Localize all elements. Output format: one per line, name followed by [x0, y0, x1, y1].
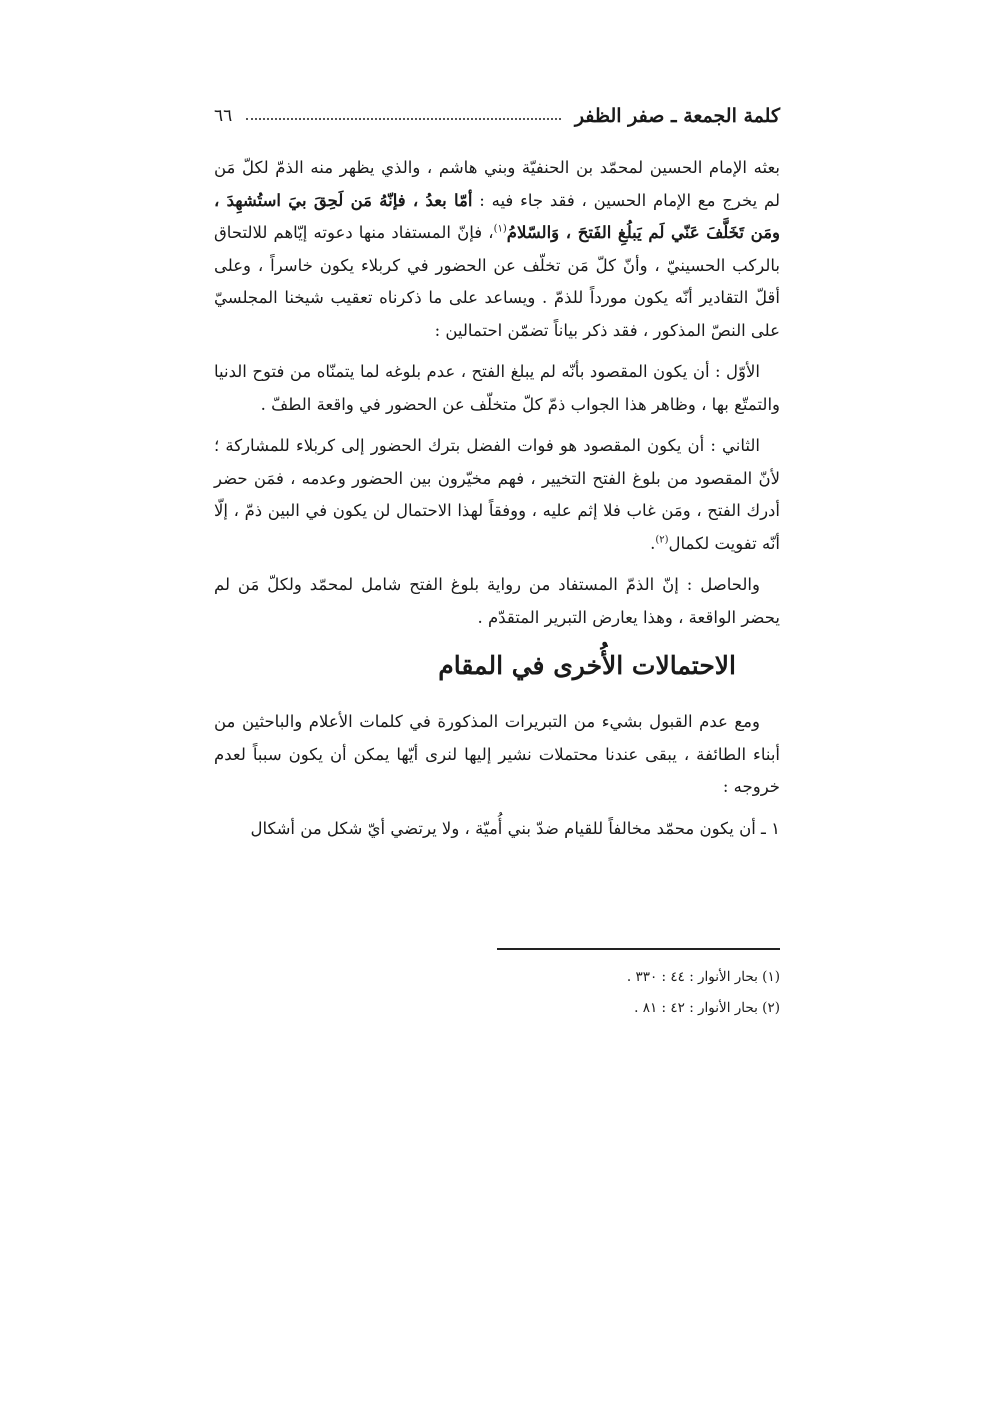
- paragraph-3-end: .: [650, 533, 656, 553]
- body-text: [214, 152, 780, 854]
- header-title: كلمة الجمعة ـ صفر الظفر: [574, 105, 780, 127]
- footnote-1: (١) بحار الأنوار : ٤٤ : ٣٣٠ .: [626, 969, 780, 985]
- running-header: [214, 100, 780, 132]
- section-heading: الاحتمالات الأُخرى في المقام: [438, 651, 736, 680]
- paragraph-3: [214, 430, 780, 560]
- paragraph-5: ومع عدم القبول بشيء من التبريرات المذكورة في كلمات الأعلام والباحثين من أبناء الطائفة ، يبقى عندنا محتملات نشير إليها لنرى أيّها يمكن أن يكون سبباً لعدم خروجه :: [214, 712, 780, 796]
- paragraph-1-intro: بعثه الإمام الحسين لمحمّد بن الحنفيّة وبني هاشم ، والذي يظهر منه الذمّ لكلّ مَن لم يخرج مع الإمام الحسين ، فقد جاء فيه :: [214, 158, 780, 210]
- footnote-ref-1: (١): [493, 223, 507, 235]
- paragraph-3-text: الثاني : أن يكون المقصود هو فوات الفضل بترك الحضور إلى كربلاء للمشاركة ؛ لأنّ المقصود من بلوغ الفتح التخيير ، فهم مخيّرون بين الحضور وعدمه ، فمَن حضر أدرك الفتح ، ومَن غاب فلا إثم عليه ، ووفقاً لهذا الاحتمال لن يكون في البين ذمّ ، إلّا أنّه تفويت لكمال: [214, 436, 780, 553]
- footnote-ref-2: (٢): [655, 534, 669, 545]
- paragraph-2: الأوّل : أن يكون المقصود بأنّه لم يبلغ الفتح ، عدم بلوغه لما يتمنّاه من فتوح الدنيا والتمتّع بها ، وظاهر هذا الجواب ذمّ كلّ متخلّف عن الحضور في واقعة الطفّ .: [214, 362, 780, 414]
- paragraph-1: [214, 152, 780, 347]
- page-number: ٦٦: [214, 106, 233, 126]
- quoted-letter: أمّا بعدُ ، فإنّهُ مَن لَحِقَ بيَ استُشهِدَ ، ومَن تَخَلَّفَ عَنّي لَم يَبلُغِ الفَتحَ ، وَالسّلامُ: [214, 190, 781, 242]
- paragraph-1-rest: ، فإنّ المستفاد منها دعوته إيّاهم للالتحاق بالركب الحسينيّ ، وأنّ كلّ مَن تخلّف عن الحضور في كربلاء يكون خاسراً ، وعلى أقلّ التقادير أنّه يكون مورداً للذمّ . ويساعد على ما ذكرناه تعقيب شيخنا المجلسيّ على النصّ المذكور ، فقد ذكر بياناً تضمّن احتمالين :: [214, 223, 780, 340]
- footnote-separator: [497, 948, 780, 950]
- footnotes: [214, 962, 780, 1024]
- paragraph-6: ١ ـ أن يكون محمّد مخالفاً للقيام ضدّ بني أُميّة ، ولا يرتضي أيّ شكل من أشكال: [250, 818, 780, 838]
- paragraph-4: والحاصل : إنّ الذمّ المستفاد من رواية بلوغ الفتح شامل لمحمّد ولكلّ مَن لم يحضر الواقعة ، وهذا يعارض التبرير المتقدّم .: [214, 575, 780, 627]
- header-dot-leader: [246, 118, 561, 120]
- footnote-2: (٢) بحار الأنوار : ٤٢ : ٨١ .: [634, 1000, 780, 1016]
